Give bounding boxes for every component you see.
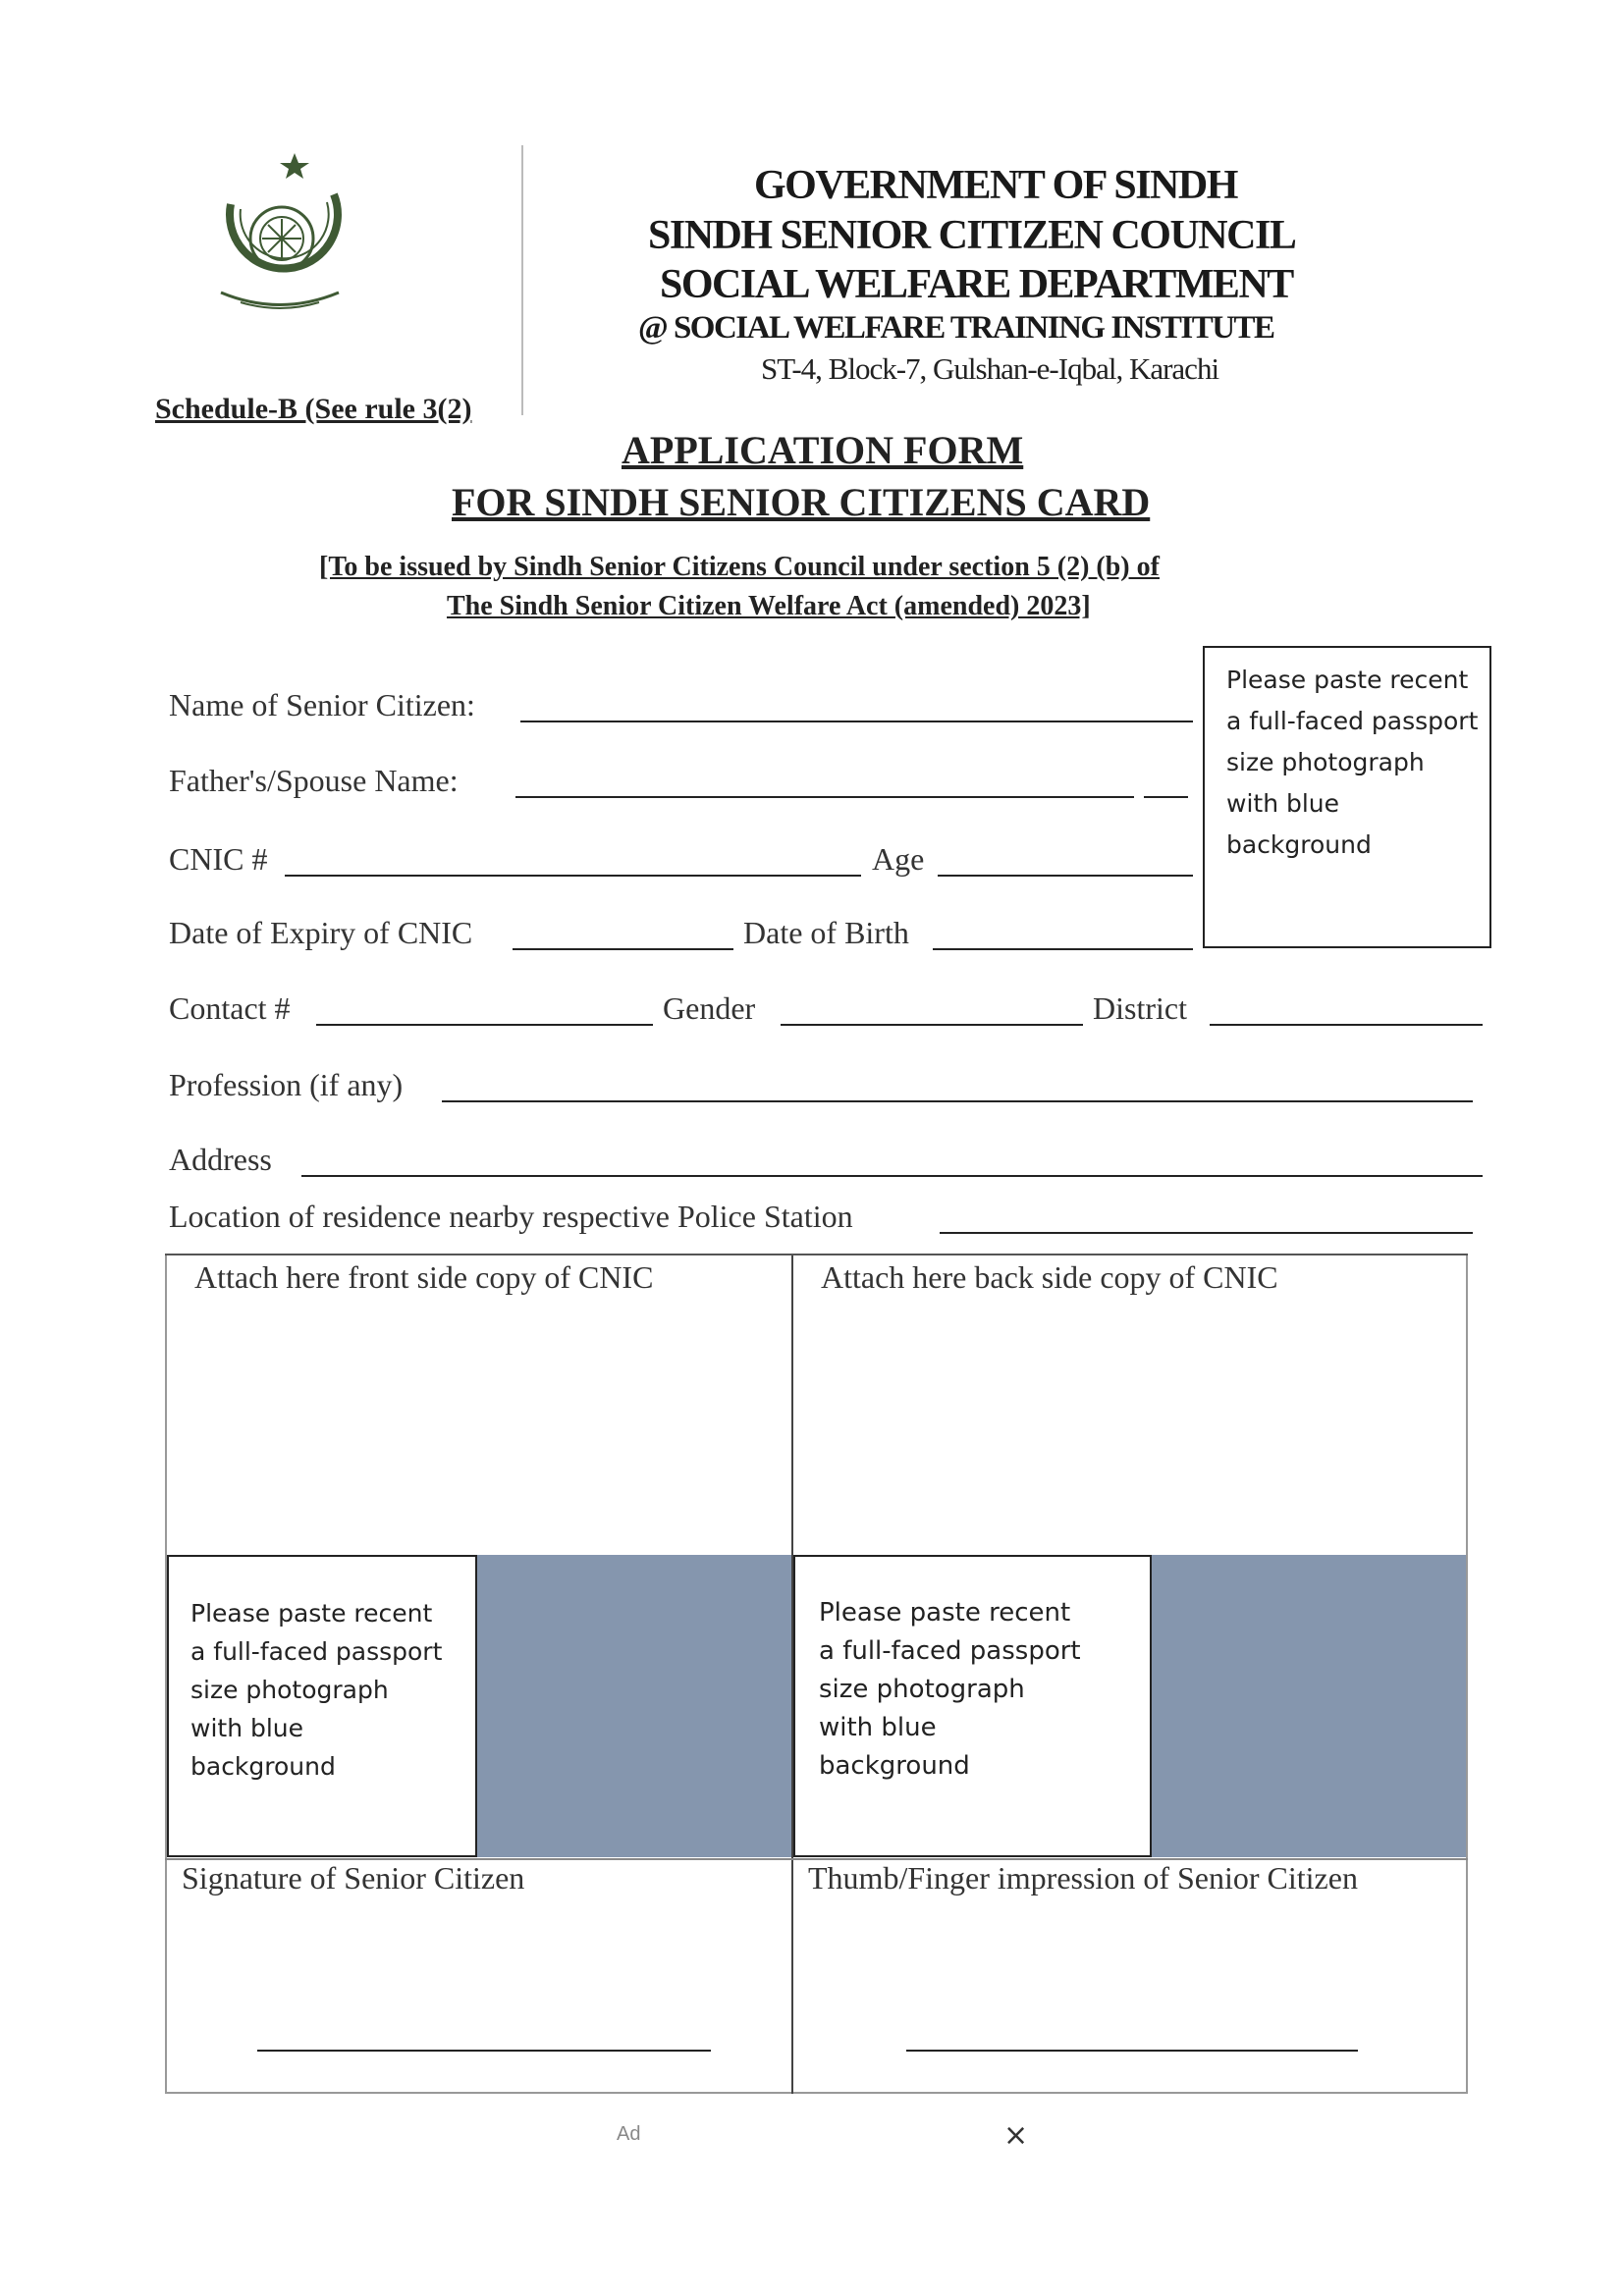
photo-instruction-line: with blue xyxy=(190,1714,304,1742)
photo-blue-block-left xyxy=(477,1555,791,1857)
photo-instruction-line: Please paste recent xyxy=(1226,666,1469,694)
cnic-front-dropzone[interactable] xyxy=(167,1255,791,1555)
father-spouse-label: Father's/Spouse Name: xyxy=(169,763,459,798)
thumb-impression-line xyxy=(906,2050,1358,2052)
gender-label: Gender xyxy=(663,990,756,1026)
photo-instruction-line: a full-faced passport xyxy=(819,1636,1081,1666)
photo-instruction-line: size photograph xyxy=(190,1676,389,1704)
profession-input[interactable] xyxy=(442,1100,1473,1102)
contact-label: Contact # xyxy=(169,990,291,1026)
cnic-expiry-input[interactable] xyxy=(513,948,733,950)
dob-input[interactable] xyxy=(933,948,1193,950)
header-government: GOVERNMENT OF SINDH xyxy=(754,163,1237,208)
cnic-back-label: Attach here back side copy of CNIC xyxy=(821,1259,1278,1295)
photo-box-right xyxy=(793,1555,1152,1857)
cnic-front-label: Attach here front side copy of CNIC xyxy=(194,1259,654,1295)
signature-label: Signature of Senior Citizen xyxy=(182,1860,525,1896)
cnic-expiry-label: Date of Expiry of CNIC xyxy=(169,915,473,950)
photo-instruction-line: Please paste recent xyxy=(819,1598,1071,1628)
header-institute: @ SOCIAL WELFARE TRAINING INSTITUTE xyxy=(638,310,1274,346)
header-address: ST-4, Block-7, Gulshan-e-Iqbal, Karachi xyxy=(761,351,1219,386)
profession-label: Profession (if any) xyxy=(169,1067,404,1102)
photo-instruction-line: with blue xyxy=(1226,789,1340,818)
photo-instruction-line: with blue xyxy=(819,1713,937,1742)
cnic-back-dropzone[interactable] xyxy=(793,1255,1466,1555)
ad-close-icon[interactable]: × xyxy=(1003,2118,1029,2153)
dob-label: Date of Birth xyxy=(743,915,909,950)
gender-input[interactable] xyxy=(781,1024,1083,1026)
signature-area[interactable] xyxy=(167,1860,791,2092)
police-station-label: Location of residence nearby respective Police Station xyxy=(169,1199,853,1234)
photo-instruction-line: background xyxy=(190,1752,336,1781)
form-note-line1: [To be issued by Sindh Senior Citizens Council under section 5 (2) (b) of xyxy=(319,552,1160,582)
photo-instruction-line: size photograph xyxy=(819,1675,1025,1704)
district-input[interactable] xyxy=(1210,1024,1483,1026)
photo-instruction-line: background xyxy=(1226,830,1372,859)
name-label: Name of Senior Citizen: xyxy=(169,687,475,722)
form-subtitle: FOR SINDH SENIOR CITIZENS CARD xyxy=(452,480,1151,524)
photo-instruction-line: Please paste recent xyxy=(190,1599,433,1628)
cnic-input[interactable] xyxy=(285,875,861,877)
father-spouse-input[interactable] xyxy=(515,796,1134,798)
thumb-impression-area[interactable] xyxy=(793,1860,1466,2092)
police-station-input[interactable] xyxy=(940,1232,1473,1234)
header-divider xyxy=(521,145,523,415)
name-input[interactable] xyxy=(520,721,1193,722)
form-note-line2: The Sindh Senior Citizen Welfare Act (amended) 2023] xyxy=(447,591,1091,621)
age-label: Age xyxy=(872,841,925,877)
photo-box-left xyxy=(167,1555,477,1857)
sindh-emblem xyxy=(201,145,358,327)
address-label: Address xyxy=(169,1142,272,1177)
thumb-impression-label: Thumb/Finger impression of Senior Citizen xyxy=(808,1860,1358,1896)
signature-line xyxy=(257,2050,711,2052)
ad-label: Ad xyxy=(617,2123,641,2145)
age-input[interactable] xyxy=(938,875,1193,877)
contact-input[interactable] xyxy=(316,1024,653,1026)
photo-instruction-line: a full-faced passport xyxy=(190,1637,443,1666)
photo-box-top xyxy=(1203,646,1491,948)
district-label: District xyxy=(1093,990,1187,1026)
address-input[interactable] xyxy=(301,1175,1483,1177)
photo-blue-block-right xyxy=(1152,1555,1466,1857)
father-spouse-input-tail xyxy=(1144,796,1188,798)
photo-instruction-line: size photograph xyxy=(1226,748,1425,776)
schedule-reference: Schedule-B (See rule 3(2) xyxy=(155,393,472,425)
photo-instruction-line: background xyxy=(819,1751,970,1781)
header-council: SINDH SENIOR CITIZEN COUNCIL xyxy=(648,213,1296,258)
header-department: SOCIAL WELFARE DEPARTMENT xyxy=(660,262,1293,307)
cnic-label: CNIC # xyxy=(169,841,268,877)
photo-instruction-line: a full-faced passport xyxy=(1226,707,1479,735)
form-title: APPLICATION FORM xyxy=(622,428,1024,472)
